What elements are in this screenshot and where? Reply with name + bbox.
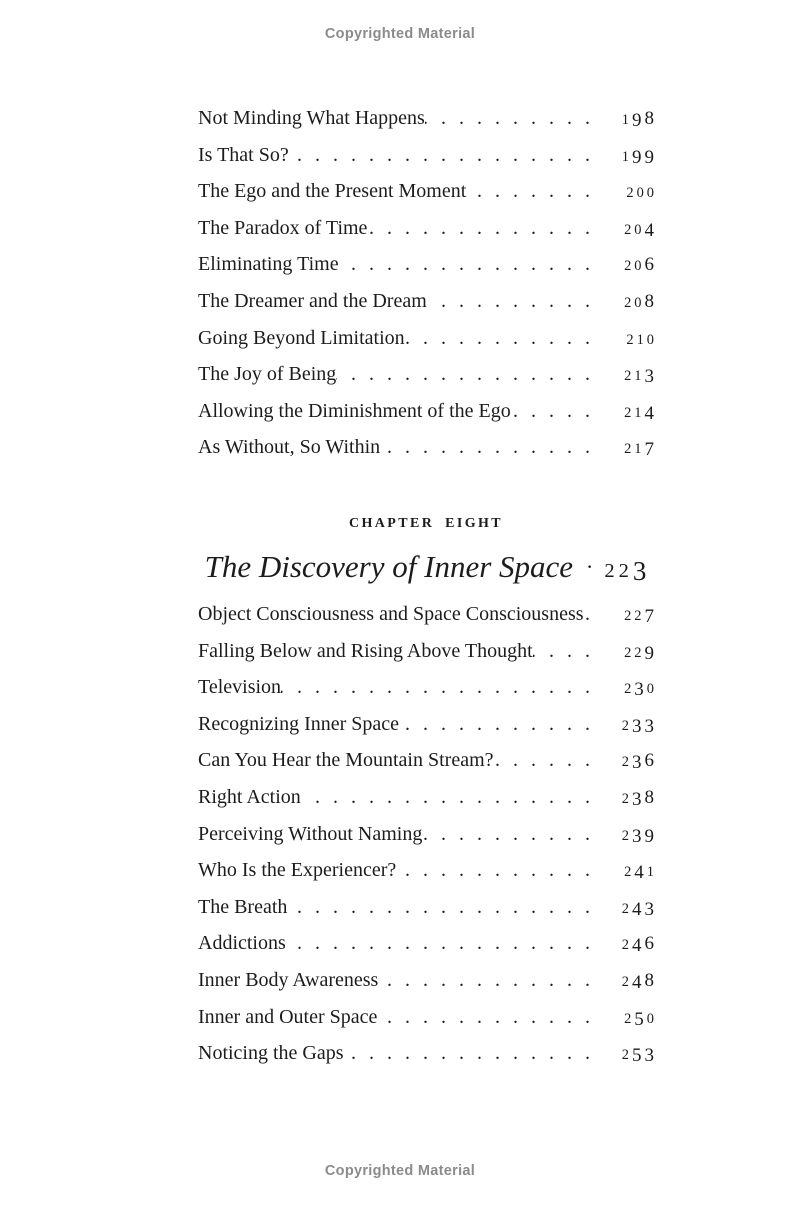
toc-entry-title: Inner Body Awareness (198, 968, 379, 991)
toc-entry (198, 816, 654, 853)
dot-leader (422, 816, 590, 853)
toc-entry-title: Who Is the Experiencer? (198, 859, 397, 882)
toc-entry (198, 100, 654, 137)
toc-entry-page: 2 1 7 (624, 439, 654, 461)
toc-entry (198, 633, 654, 670)
toc-entry-title: Object Consciousness and Space Consciousness (198, 603, 584, 625)
toc-entry (198, 999, 654, 1036)
toc-entry-page: 2 0 4 (624, 219, 654, 241)
dot-leader (533, 633, 590, 670)
toc-entry (198, 283, 654, 320)
toc-entry-page: 2 4 8 (621, 969, 654, 994)
dot-leader (380, 429, 590, 466)
toc-section-after-chapter (198, 596, 654, 1072)
toc-entry-page: 2 5 0 (624, 1008, 654, 1030)
toc-entry-page: 2 2 9 (624, 642, 654, 664)
toc-entry-title: As Without, So Within (198, 436, 381, 459)
dot-leader (425, 100, 590, 137)
toc-entry-title: The Dreamer and the Dream (198, 289, 427, 312)
toc-entry-title: The Joy of Being (198, 363, 337, 386)
dot-leader (301, 779, 590, 816)
toc-entry (198, 356, 654, 393)
toc-entry-page: 2 4 6 (621, 933, 654, 957)
toc-entry-title: The Breath (198, 895, 288, 918)
toc-entry (198, 393, 654, 430)
dot-leader (466, 173, 590, 210)
toc-entry-page: 2 3 6 (621, 750, 654, 774)
toc-entry (198, 320, 654, 357)
dot-leader (405, 320, 590, 357)
toc-entry-page: 2 0 0 (626, 185, 654, 202)
chapter-title-text: The Discovery of Inner Space (204, 549, 574, 584)
toc-entry (198, 889, 654, 926)
middot-separator: · (586, 554, 594, 579)
toc-entry (198, 925, 654, 962)
chapter-page-number: 2 2 3 (604, 556, 648, 587)
toc-entry-title: Perceiving Without Naming (198, 822, 423, 845)
toc-entry-page: 2 1 4 (624, 402, 654, 424)
toc-entry (198, 669, 654, 706)
dot-leader (427, 283, 590, 320)
chapter-label: CHAPTER EIGHT (348, 516, 504, 531)
toc-entry (198, 210, 654, 247)
toc-entry (198, 596, 654, 633)
chapter-title (198, 548, 654, 590)
toc-entry-title: Noticing the Gaps (198, 1042, 344, 1065)
toc-entry-title: Right Action (198, 785, 301, 808)
toc-entry-title: Can You Hear the Mountain Stream? (198, 749, 494, 772)
toc-entry-title: Falling Below and Rising Above Thought (198, 639, 533, 662)
toc-entry (198, 137, 654, 174)
toc-entry-page: 2 5 3 (621, 1045, 654, 1067)
toc-entry-page: 2 0 6 (624, 254, 654, 276)
toc-entry-page: 2 1 0 (626, 331, 654, 348)
toc-entry-page: 2 3 3 (621, 715, 654, 737)
toc-entry-page: 2 4 3 (621, 898, 654, 920)
toc-entry-title: Going Beyond Limitation (198, 326, 405, 349)
copyright-notice-bottom: Copyrighted Material (324, 1163, 476, 1179)
dot-leader (289, 137, 590, 174)
dot-leader (396, 852, 590, 889)
dot-leader (344, 1035, 590, 1072)
toc-entry-title: Eliminating Time (198, 253, 339, 276)
toc-entry-title: Inner and Outer Space (198, 1005, 378, 1028)
toc-entry (198, 173, 654, 210)
toc-entry-page: 1 9 9 (621, 146, 654, 168)
toc-entry-page: 2 3 9 (621, 825, 654, 847)
toc-entry-page: 2 0 8 (624, 290, 654, 312)
toc-entry-title: Allowing the Diminishment of the Ego (198, 399, 511, 422)
dot-leader (281, 669, 590, 706)
dot-leader (367, 210, 590, 247)
toc-entry-page: 1 9 8 (621, 108, 654, 132)
toc-entry-page: 2 2 7 (624, 606, 654, 628)
dot-leader (286, 925, 590, 962)
toc-entry (198, 246, 654, 283)
toc-entry-title: Is That So? (198, 143, 289, 166)
toc-entry-title: The Ego and the Present Moment (198, 180, 467, 203)
dot-leader (336, 356, 590, 393)
toc-entry-title: Television (198, 676, 282, 699)
dot-leader (511, 393, 590, 430)
dot-leader (287, 889, 590, 926)
toc-entry (198, 779, 654, 816)
toc-entry-page: 2 1 3 (624, 366, 654, 388)
toc-entry (198, 962, 654, 999)
dot-leader (399, 706, 590, 743)
toc-entry (198, 852, 654, 889)
dot-leader (378, 962, 590, 999)
toc-entry (198, 1035, 654, 1072)
toc-section-before-chapter (198, 100, 654, 466)
dot-leader (377, 999, 590, 1036)
toc-entry (198, 429, 654, 466)
toc-entry-page: 2 4 1 (624, 862, 654, 884)
dot-leader (494, 742, 590, 779)
toc-entry-title: The Paradox of Time (198, 216, 368, 239)
toc-entry (198, 706, 654, 743)
copyright-notice-top: Copyrighted Material (324, 26, 476, 42)
toc-entry-page: 2 3 8 (621, 786, 654, 811)
dot-leader (339, 246, 590, 283)
toc-entry-page: 2 3 0 (624, 679, 654, 701)
toc-entry-title: Addictions (198, 932, 286, 955)
toc-entry-title: Recognizing Inner Space (198, 712, 400, 735)
toc-entry (198, 742, 654, 779)
toc-entry-title: Not Minding What Happens (198, 107, 425, 129)
